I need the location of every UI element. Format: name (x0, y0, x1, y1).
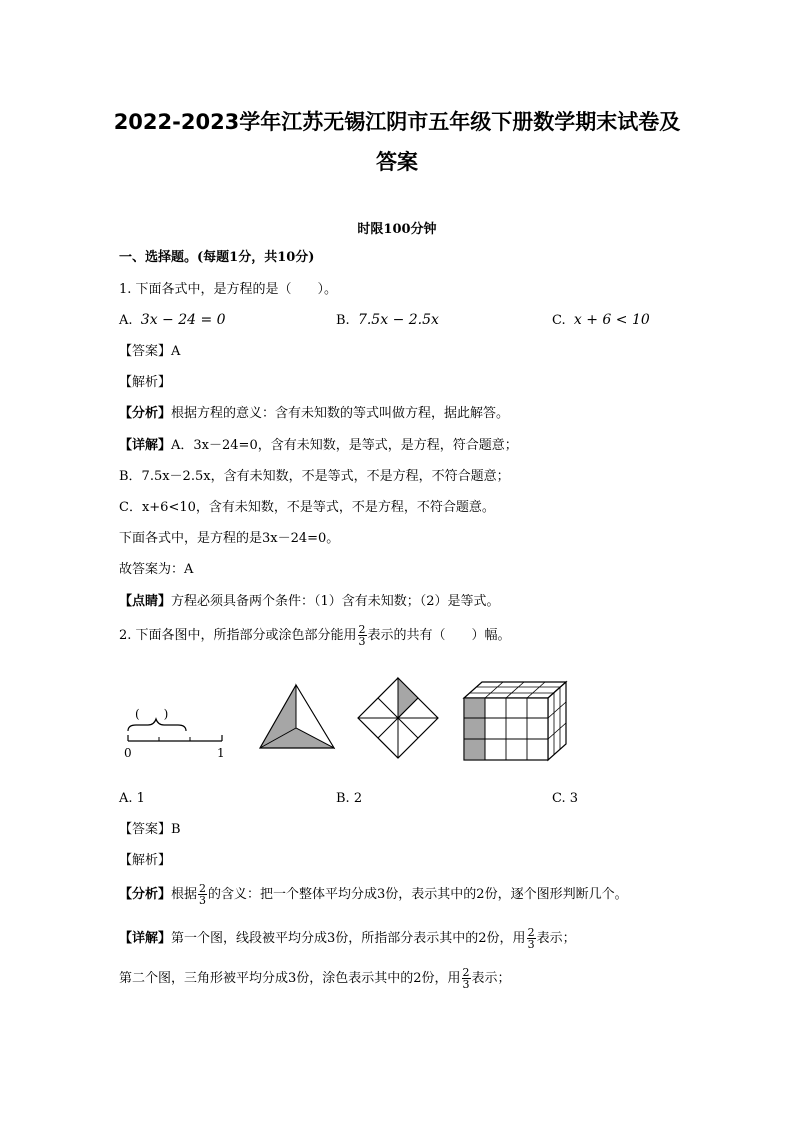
cube-figure (462, 680, 574, 766)
stem-part: 2. 下面各图中，所指部分或涂色部分能用 (119, 628, 357, 643)
fraction-numerator: 2 (199, 882, 207, 895)
option-text: 2 (353, 791, 363, 806)
brace-label: ( ) (135, 707, 169, 721)
brace (128, 719, 186, 731)
detail-part: 第一个图，线段被平均分成3份，所指部分表示其中的2份，用 (171, 931, 526, 946)
document-title-line2: 答案 (376, 150, 418, 174)
stem-part: 表示的共有（ ）幅。 (367, 628, 511, 643)
q2-stem (119, 622, 511, 650)
q1-conclusion: 下面各式中，是方程的是3x－24=0。 (119, 531, 340, 546)
fenxi-text: 根据方程的意义：含有未知数的等式叫做方程，据此解答。 (171, 406, 510, 421)
section-heading: 一、选择题。(每题1分，共10分) (119, 250, 315, 265)
q1-answer: 【答案】A (119, 344, 181, 359)
number-line-figure (122, 715, 232, 755)
q1-detail-c: C．x+6<10，含有未知数，不是等式，不是方程，不符合题意。 (119, 500, 495, 515)
fenxi-part: 的含义：把一个整体平均分成3份，表示其中的2份，逐个图形判断几个。 (208, 887, 628, 902)
q1-detail-a (119, 438, 518, 454)
q2-answer: 【答案】B (119, 822, 181, 837)
fenxi-part: 根据 (171, 887, 198, 902)
dianjing-text: 方程必须具备两个条件：（1）含有未知数；（2）是等式。 (171, 594, 500, 609)
option-text: 3 (569, 791, 579, 806)
q2-detail-first (119, 924, 576, 954)
fraction-denominator: 3 (462, 978, 470, 991)
q1-detail-b: B．7.5x－2.5x，含有未知数，不是等式，不是方程，不符合题意； (119, 469, 510, 484)
option-label: A. (119, 313, 133, 328)
fraction-denominator: 3 (527, 938, 535, 951)
option-label: B. (336, 313, 350, 328)
q1-analysis-heading: 【解析】 (119, 375, 172, 390)
fraction-two-thirds (527, 927, 536, 950)
fraction-denominator: 3 (199, 894, 207, 907)
q2-option-a (119, 791, 145, 807)
option-label: B. (336, 791, 350, 806)
fraction-two-thirds (198, 883, 207, 906)
xiangjie-tag: 【详解】 (119, 438, 172, 453)
time-limit: 时限100分钟 (357, 222, 437, 237)
cube-shaded-column (464, 698, 485, 760)
detail-part: 表示； (471, 971, 511, 986)
fraction-two-thirds (358, 624, 367, 647)
label-zero: 0 (124, 746, 132, 760)
q1-stem: 1. 下面各式中，是方程的是（ ）。 (119, 282, 338, 297)
q1-option-a (119, 312, 226, 329)
fraction-numerator: 2 (358, 623, 366, 636)
fenxi-tag: 【分析】 (119, 887, 172, 902)
dianjing-tag: 【点睛】 (119, 594, 172, 609)
xiangjie-tag: 【详解】 (119, 931, 172, 946)
q2-fenxi (119, 880, 628, 910)
option-label: C. (552, 313, 566, 328)
option-text: x + 6 < 10 (573, 312, 650, 328)
option-label: A. (119, 791, 133, 806)
fenxi-tag: 【分析】 (119, 406, 172, 421)
triangle-figure (258, 682, 338, 752)
q1-final: 故答案为：A (119, 562, 194, 577)
option-label: C. (552, 791, 566, 806)
detail-part: 表示； (536, 931, 576, 946)
label-one: 1 (217, 746, 225, 760)
option-text: 3x − 24 = 0 (140, 312, 226, 328)
q1-option-b (336, 312, 439, 329)
detail-text: A．3x－24=0，含有未知数，是等式，是方程，符合题意； (171, 438, 518, 453)
q2-option-c (552, 791, 578, 807)
fraction-numerator: 2 (527, 926, 535, 939)
q2-detail-second (119, 964, 511, 994)
detail-part: 第二个图，三角形被平均分成3份，涂色表示其中的2份，用 (119, 971, 461, 986)
fraction-two-thirds (462, 967, 471, 990)
fraction-denominator: 3 (358, 635, 366, 648)
q2-analysis-heading: 【解析】 (119, 853, 172, 868)
q1-fenxi (119, 406, 509, 422)
option-text: 7.5x − 2.5x (357, 312, 439, 328)
option-text: 1 (136, 791, 145, 806)
diamond-figure (356, 676, 440, 760)
fraction-numerator: 2 (462, 966, 470, 979)
q1-dianjing (119, 594, 500, 610)
document-title-line1: 2022-2023学年江苏无锡江阴市五年级下册数学期末试卷及 (113, 110, 681, 134)
q2-option-b (336, 791, 362, 807)
q1-option-c (552, 312, 650, 329)
